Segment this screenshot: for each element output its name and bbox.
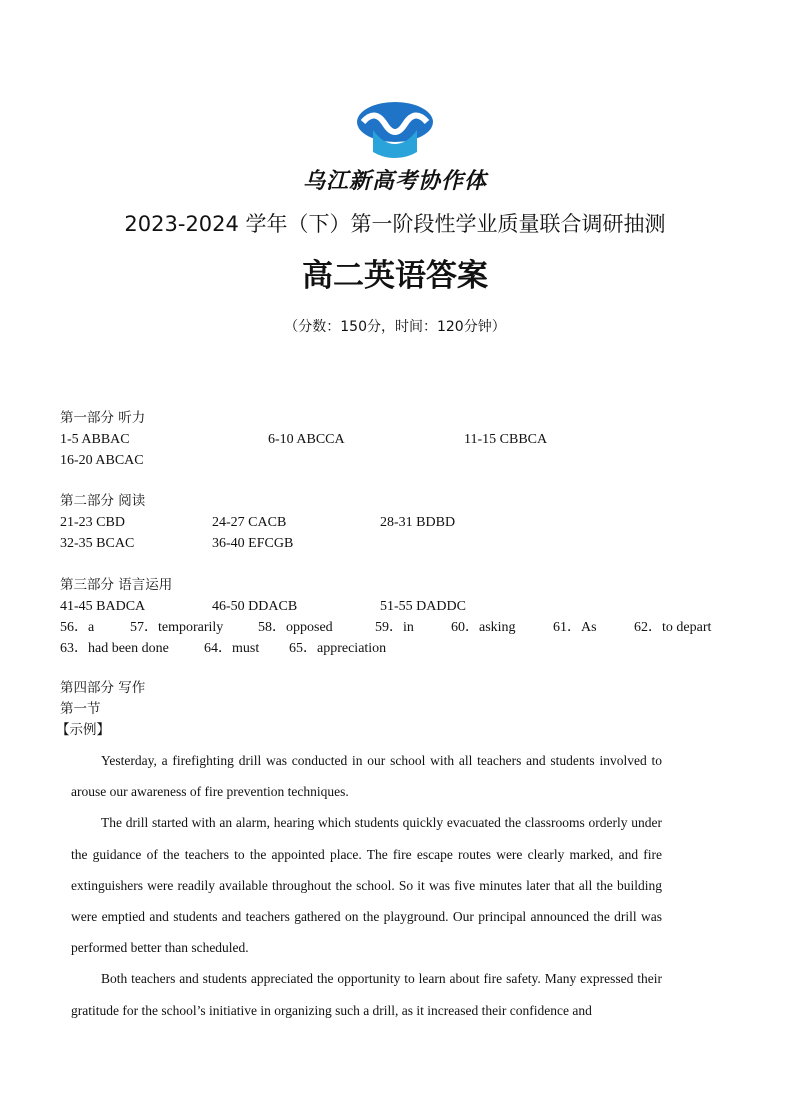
answer-row bbox=[60, 617, 740, 638]
score-time-line: （分数：150分，时间：120分钟） bbox=[284, 319, 506, 335]
answer-group: 6-10 ABCCA bbox=[268, 432, 345, 447]
logo-text: 乌江新高考协作体 bbox=[302, 169, 487, 194]
answer-group: 41-45 BADCA bbox=[60, 599, 146, 614]
answer-row bbox=[60, 638, 740, 659]
answer-group: 28-31 BDBD bbox=[380, 515, 456, 530]
subject-title: 高二英语答案 bbox=[302, 258, 488, 294]
answer-item: 57．temporarily bbox=[130, 620, 224, 635]
answer-item: 62．to depart bbox=[634, 620, 712, 635]
essay-paragraph: Yesterday, a firefighting drill was conducted in our school with all teachers and students involved to arouse our awareness of fire prevention techniques. bbox=[71, 753, 662, 800]
answer-row bbox=[60, 429, 740, 450]
answer-row bbox=[60, 512, 740, 533]
answer-group: 36-40 EFCGB bbox=[212, 536, 294, 551]
answer-item: 56．a bbox=[60, 620, 95, 635]
part2-heading: 第二部分 阅读 bbox=[60, 493, 146, 509]
answer-item: 64．must bbox=[204, 641, 260, 656]
essay-paragraph: Both teachers and students appreciated the opportunity to learn about fire safety. Many expressed their gratitude for the school’s initiative in organizing such a drill, as it increased their confidence and bbox=[71, 971, 662, 1018]
part2-section bbox=[60, 491, 740, 554]
answer-item: 63．had been done bbox=[60, 641, 169, 656]
section-label: 第一节 bbox=[60, 701, 101, 717]
answer-group: 11-15 CBBCA bbox=[464, 432, 548, 447]
answer-group: 1-5 ABBAC bbox=[60, 432, 130, 447]
logo bbox=[0, 100, 790, 195]
part4-section bbox=[56, 678, 740, 741]
answer-group: 21-23 CBD bbox=[60, 515, 125, 530]
answer-item: 59．in bbox=[375, 620, 414, 635]
sample-label: 【示例】 bbox=[56, 722, 110, 738]
answer-group: 24-27 CACB bbox=[212, 515, 287, 530]
answer-item: 58．opposed bbox=[258, 620, 333, 635]
exam-title: 2023-2024 学年（下）第一阶段性学业质量联合调研抽测 bbox=[124, 212, 666, 236]
part3-section bbox=[60, 575, 740, 659]
wave-logo-icon bbox=[355, 100, 435, 160]
answer-row bbox=[60, 450, 740, 471]
answer-item: 60．asking bbox=[451, 620, 516, 635]
answer-item: 65．appreciation bbox=[289, 641, 387, 656]
sample-essay bbox=[71, 745, 662, 1026]
answer-row bbox=[60, 596, 740, 617]
part3-heading: 第三部分 语言运用 bbox=[60, 577, 173, 593]
answer-item: 61．As bbox=[553, 620, 597, 635]
part4-heading: 第四部分 写作 bbox=[60, 680, 146, 696]
answer-group: 46-50 DDACB bbox=[212, 599, 298, 614]
answer-group: 51-55 DADDC bbox=[380, 599, 466, 614]
answer-row bbox=[60, 533, 740, 554]
part1-section bbox=[60, 408, 740, 471]
essay-paragraph: The drill started with an alarm, hearing which students quickly evacuated the classrooms orderly under the guidance of the teachers to the appointed place. The fire escape routes were clearly marked, and fire extinguishers were readily available throughout the school. So it was five minutes later that all the building were emptied and students and teachers gathered on the playground. Our principal announced the drill was performed better than scheduled. bbox=[71, 815, 662, 956]
answer-group: 32-35 BCAC bbox=[60, 536, 135, 551]
part1-heading: 第一部分 听力 bbox=[60, 410, 146, 426]
answer-group: 16-20 ABCAC bbox=[60, 453, 144, 468]
